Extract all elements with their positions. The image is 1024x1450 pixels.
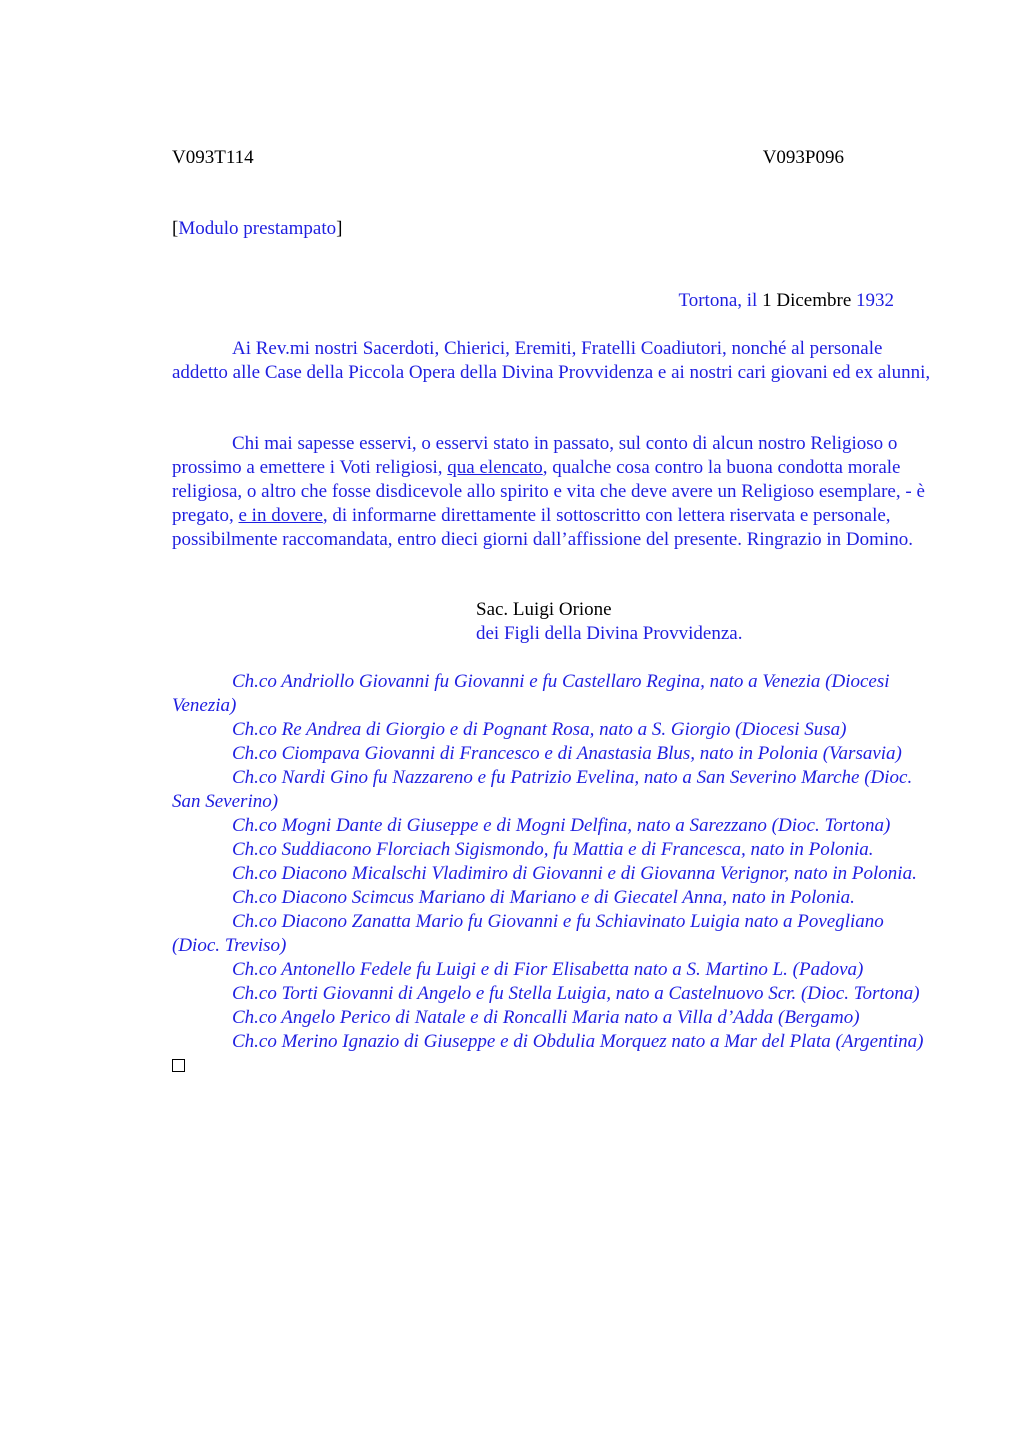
list-item: Ch.co Antonello Fedele fu Luigi e di Fior Elisabetta nato a S. Martino L. (Padova) <box>232 959 864 980</box>
signature-block <box>476 598 742 646</box>
underlined-text-e-in-dovere: e in dovere <box>238 505 323 526</box>
addressee-paragraph: Ai Rev.mi nostri Sacerdoti, Chierici, Eremiti, Fratelli Coadiutori, nonché al personale addetto alle Case della Piccola Opera della Divina Provvidenza e ai nostri cari giovani ed ex alunni, <box>172 338 931 383</box>
date-line <box>678 289 894 313</box>
body-paragraph <box>172 432 932 552</box>
body-text-part-1: Chi mai sapesse esservi, o esservi stato in passato, sul conto di alcun nostro Religioso o prossimo a emettere i Voti religiosi, <box>172 433 898 478</box>
date-day: 1 <box>762 290 772 311</box>
end-of-document-square-icon <box>172 1059 185 1072</box>
list-item: Ch.co Diacono Zanatta Mario fu Giovanni e fu Schiavinato Luigia nato a Povegliano (Dioc. Treviso) <box>172 911 884 956</box>
list-item: Ch.co Diacono Scimcus Mariano di Mariano e di Giecatel Anna, nato in Polonia. <box>232 887 855 908</box>
editorial-note <box>172 217 342 241</box>
candidates-list <box>172 670 932 1072</box>
volume-code-left: V093T114 <box>172 147 254 168</box>
list-item: Ch.co Re Andrea di Giorgio e di Pognant Rosa, nato a S. Giorgio (Diocesi Susa) <box>232 719 847 740</box>
list-item: Ch.co Torti Giovanni di Angelo e fu Stella Luigia, nato a Castelnuovo Scr. (Dioc. Tortona) <box>232 983 920 1004</box>
list-item: Ch.co Diacono Micalschi Vladimiro di Giovanni e di Giovanna Verignor, nato in Polonia. <box>232 863 917 884</box>
list-item: Ch.co Nardi Gino fu Nazzareno e fu Patrizio Evelina, nato a San Severino Marche (Dioc. San Severino) <box>172 767 913 812</box>
date-place: Tortona, il <box>678 290 758 311</box>
list-item: Ch.co Andriollo Giovanni fu Giovanni e fu Castellaro Regina, nato a Venezia (Diocesi Venezia) <box>172 671 890 716</box>
date-month: Dicembre <box>776 290 852 311</box>
note-open-bracket: [ <box>172 218 179 239</box>
list-item: Ch.co Merino Ignazio di Giuseppe e di Obdulia Morquez nato a Mar del Plata (Argentina) <box>232 1031 924 1052</box>
note-text: Modulo prestampato <box>178 218 337 239</box>
list-item: Ch.co Mogni Dante di Giuseppe e di Mogni Delfina, nato a Sarezzano (Dioc. Tortona) <box>232 815 891 836</box>
list-item: Ch.co Angelo Perico di Natale e di Roncalli Maria nato a Villa d’Adda (Bergamo) <box>232 1007 860 1028</box>
signature-title: dei Figli della Divina Provvidenza. <box>476 623 743 644</box>
list-item: Ch.co Ciompava Giovanni di Francesco e di Anastasia Blus, nato in Polonia (Varsavia) <box>232 743 902 764</box>
document-page <box>172 0 932 1450</box>
note-close-bracket: ] <box>336 218 343 239</box>
list-item: Ch.co Suddiacono Florciach Sigismondo, fu Mattia e di Francesca, nato in Polonia. <box>232 839 874 860</box>
document-header <box>172 146 844 170</box>
date-year: 1932 <box>856 290 894 311</box>
volume-code-right: V093P096 <box>762 147 844 168</box>
body-text-part-2: , qualche cosa contro la buona condotta morale religiosa, o altro che fosse disdicevole allo spirito e vita che deve avere un Religioso esemplare, - è pregato, <box>172 457 925 526</box>
underlined-text-qua-elencato: qua elencato <box>447 457 543 478</box>
signature-name: Sac. Luigi Orione <box>476 599 612 620</box>
body-text-part-3: , di informarne direttamente il sottoscritto con lettera riservata e personale, possibilmente raccomandata, entro dieci giorni dall’affissione del presente. Ringrazio in Domino. <box>172 505 913 550</box>
